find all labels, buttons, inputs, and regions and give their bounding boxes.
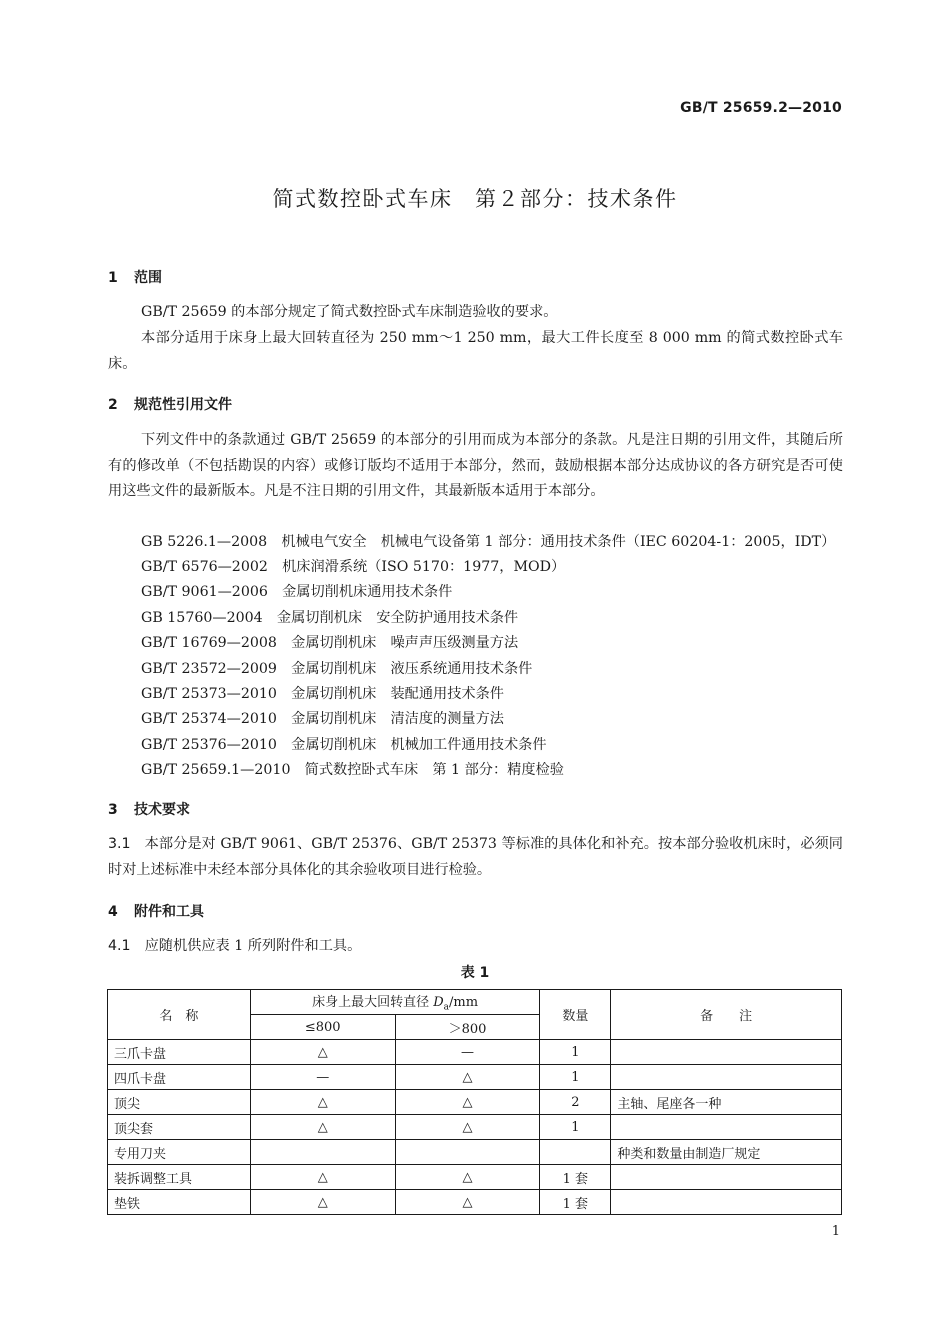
- header-quantity: 数量: [540, 990, 611, 1040]
- clause-text: 本部分是对 GB/T 9061、GB/T 25376、GB/T 25373 等标准的具体化和补充。按本部分验收机床时，必须同时对上述标准中未经本部分具体化的其余验收项目进行检验。: [108, 836, 843, 878]
- section-3-heading: [108, 799, 190, 819]
- cell-remark: [611, 1040, 842, 1065]
- section-title: 范围: [134, 270, 162, 286]
- section-number: 4: [108, 904, 118, 920]
- cell-quantity: 1: [540, 1115, 611, 1140]
- cell-quantity: 1 套: [540, 1165, 611, 1190]
- cell-remark: [611, 1190, 842, 1215]
- cell-le800: △: [250, 1090, 395, 1115]
- header-le800: ≤800: [250, 1015, 395, 1040]
- table-row: [108, 1090, 842, 1115]
- reference-item: GB/T 25373—2010 金属切削机床 装配通用技术条件: [141, 686, 504, 702]
- clause-3-1: [108, 832, 843, 883]
- reference-item: GB/T 25659.1—2010 简式数控卧式车床 第 1 部分：精度检验: [141, 762, 564, 778]
- reference-item: GB 15760—2004 金属切削机床 安全防护通用技术条件: [141, 610, 519, 626]
- reference-item: GB 5226.1—2008 机械电气安全 机械电气设备第 1 部分：通用技术条件（IEC 60204-1：2005，IDT）: [141, 534, 836, 550]
- table-row: [108, 1040, 842, 1065]
- cell-name: 专用刀夹: [108, 1140, 251, 1165]
- cell-le800: △: [250, 1040, 395, 1065]
- cell-gt800: △: [395, 1190, 540, 1215]
- cell-quantity: 2: [540, 1090, 611, 1115]
- section-1-paragraph-2: 本部分适用于床身上最大回转直径为 250 mm～1 250 mm，最大工件长度至 8 000 mm 的简式数控卧式车床。: [108, 330, 843, 372]
- cell-name: 顶尖: [108, 1090, 251, 1115]
- header-diameter: [250, 990, 540, 1015]
- accessories-table: [107, 989, 842, 1215]
- section-1-paragraph-1: GB/T 25659 的本部分规定了简式数控卧式车床制造验收的要求。: [141, 304, 558, 320]
- cell-name: 三爪卡盘: [108, 1040, 251, 1065]
- cell-gt800: [395, 1140, 540, 1165]
- cell-remark: [611, 1165, 842, 1190]
- reference-item: GB/T 23572—2009 金属切削机床 液压系统通用技术条件: [141, 661, 533, 677]
- section-2-heading: [108, 394, 232, 414]
- reference-item: GB/T 6576—2002 机床润滑系统（ISO 5170：1977，MOD）: [141, 559, 566, 575]
- table-caption: 表 1: [460, 965, 490, 981]
- table-row: [108, 1165, 842, 1190]
- section-number: 1: [108, 270, 118, 286]
- clause-number: 4.1: [108, 938, 131, 954]
- header-diameter-var: D: [433, 995, 444, 1011]
- reference-item: GB/T 25374—2010 金属切削机床 清洁度的测量方法: [141, 711, 504, 727]
- header-name: 名 称: [108, 990, 251, 1040]
- cell-gt800: △: [395, 1090, 540, 1115]
- section-4-heading: [108, 901, 204, 921]
- header-diameter-sub: a: [443, 1002, 450, 1013]
- section-number: 2: [108, 397, 118, 413]
- table-row: [108, 1115, 842, 1140]
- clause-text: 应随机供应表 1 所列附件和工具。: [144, 938, 362, 954]
- table-row: [108, 1190, 842, 1215]
- header-diameter-prefix: 床身上最大回转直径: [312, 995, 434, 1011]
- document-title: 简式数控卧式车床 第２部分：技术条件: [272, 187, 678, 211]
- cell-quantity: [540, 1140, 611, 1165]
- cell-le800: △: [250, 1165, 395, 1190]
- header-remark: 备 注: [611, 990, 842, 1040]
- table-row: [108, 1140, 842, 1165]
- section-title: 技术要求: [134, 802, 190, 818]
- clause-number: 3.1: [108, 836, 131, 852]
- standard-number: GB/T 25659.2—2010: [680, 100, 842, 116]
- cell-name: 装拆调整工具: [108, 1165, 251, 1190]
- section-2-paragraph-1: 下列文件中的条款通过 GB/T 25659 的本部分的引用而成为本部分的条款。凡是注日期的引用文件，其随后所有的修改单（不包括勘误的内容）或修订版均不适用于本部分，然而，鼓励根据本部分达成协议的各方研究是否可使用这些文件的最新版本。凡是不注日期的引用文件，其最新版本适用于本部分。: [108, 432, 843, 499]
- cell-le800: △: [250, 1190, 395, 1215]
- cell-quantity: 1 套: [540, 1190, 611, 1215]
- cell-gt800: △: [395, 1065, 540, 1090]
- section-title: 规范性引用文件: [134, 397, 232, 413]
- cell-le800: [250, 1140, 395, 1165]
- cell-remark: 主轴、尾座各一种: [611, 1090, 842, 1115]
- reference-item: GB/T 16769—2008 金属切削机床 噪声声压级测量方法: [141, 635, 519, 651]
- cell-quantity: 1: [540, 1065, 611, 1090]
- cell-gt800: △: [395, 1115, 540, 1140]
- cell-remark: [611, 1115, 842, 1140]
- clause-4-1: [108, 934, 843, 960]
- cell-gt800: △: [395, 1165, 540, 1190]
- header-gt800: ＞800: [395, 1015, 540, 1040]
- cell-le800: △: [250, 1115, 395, 1140]
- cell-le800: —: [250, 1065, 395, 1090]
- reference-item: GB/T 25376—2010 金属切削机床 机械加工件通用技术条件: [141, 737, 547, 753]
- cell-remark: 种类和数量由制造厂规定: [611, 1140, 842, 1165]
- section-title: 附件和工具: [134, 904, 204, 920]
- page-number: 1: [831, 1224, 840, 1239]
- cell-remark: [611, 1065, 842, 1090]
- header-diameter-unit: /mm: [449, 995, 479, 1011]
- reference-item: GB/T 9061—2006 金属切削机床通用技术条件: [141, 584, 453, 600]
- section-number: 3: [108, 802, 118, 818]
- section-1-heading: [108, 267, 162, 287]
- cell-gt800: —: [395, 1040, 540, 1065]
- cell-quantity: 1: [540, 1040, 611, 1065]
- cell-name: 垫铁: [108, 1190, 251, 1215]
- cell-name: 顶尖套: [108, 1115, 251, 1140]
- cell-name: 四爪卡盘: [108, 1065, 251, 1090]
- table-row: [108, 1065, 842, 1090]
